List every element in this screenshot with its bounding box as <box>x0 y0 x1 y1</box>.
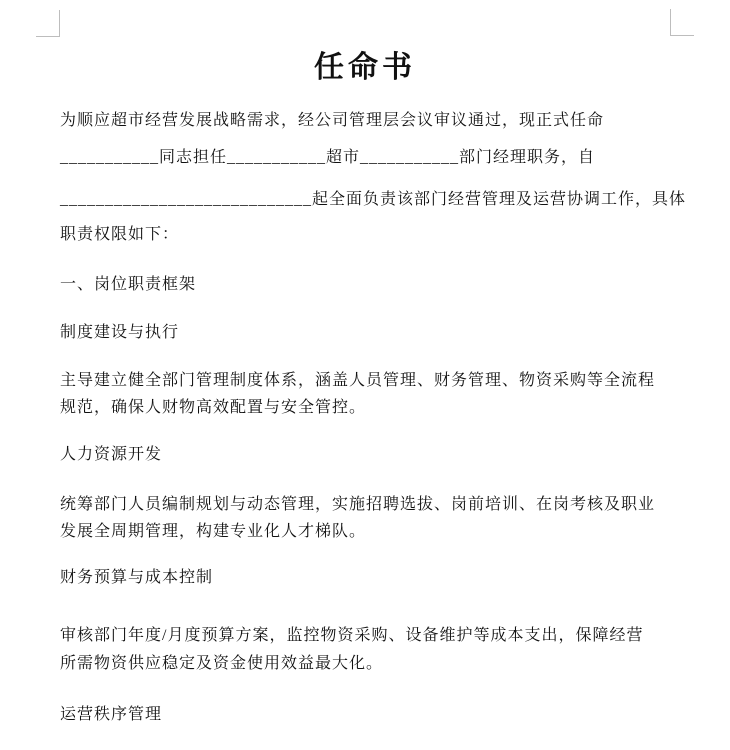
doc-line[interactable]: 审核部门年度/月度预算方案，监控物资采购、设备维护等成本支出，保障经营 <box>60 627 644 644</box>
doc-line[interactable]: 规范，确保人财物高效配置与安全管控。 <box>60 399 367 416</box>
doc-section-heading[interactable]: 一、岗位职责框架 <box>60 276 197 293</box>
doc-line[interactable]: 为顺应超市经营发展战略需求，经公司管理层会议审议通过，现正式任命 <box>60 112 605 129</box>
doc-subheading[interactable]: 人力资源开发 <box>60 446 163 463</box>
document-title[interactable]: 任命书 <box>314 51 416 84</box>
doc-line[interactable]: 职责权限如下： <box>60 226 180 243</box>
doc-subheading[interactable]: 财务预算与成本控制 <box>60 569 214 586</box>
doc-subheading[interactable]: 制度建设与执行 <box>60 324 180 341</box>
doc-line[interactable]: 统筹部门人员编制规划与动态管理，实施招聘选拔、岗前培训、在岗考核及职业 <box>60 496 656 513</box>
doc-line[interactable]: 主导建立健全部门管理制度体系，涵盖人员管理、财务管理、物资采购等全流程 <box>60 372 656 389</box>
doc-line[interactable]: 发展全周期管理，构建专业化人才梯队。 <box>60 523 367 540</box>
doc-subheading[interactable]: 运营秩序管理 <box>60 706 163 723</box>
doc-line-with-blanks[interactable]: ____________________________起全面负责该部门经营管理及运营协调工作，具体 <box>60 191 687 208</box>
text-boundary-mark-top-left <box>36 10 60 37</box>
doc-line[interactable]: 所需物资供应稳定及资金使用效益最大化。 <box>60 655 384 672</box>
text-boundary-mark-top-right <box>670 9 694 36</box>
doc-line-with-blanks[interactable]: ___________同志担任___________超市___________部门经理职务，自 <box>60 149 596 166</box>
